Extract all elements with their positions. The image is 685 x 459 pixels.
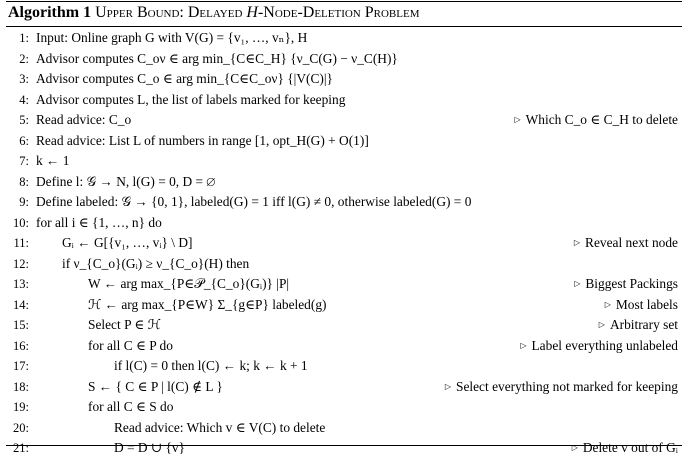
algorithm-box — [6, 0, 682, 455]
algorithm-line — [6, 377, 682, 398]
algorithm-line — [6, 336, 682, 357]
title-var: H — [246, 4, 258, 21]
comment-text: Reveal next node — [585, 235, 678, 250]
algorithm-line — [6, 110, 682, 131]
algorithm-label: Algorithm 1 — [8, 4, 92, 21]
line-number: 8: — [19, 174, 29, 189]
line-number: 9: — [19, 195, 29, 209]
line-number: 13: — [13, 277, 29, 291]
line-number: 2: — [19, 51, 29, 66]
caption-rule — [6, 26, 682, 27]
comment-triangle-icon: ▷ — [573, 238, 581, 247]
line-text: Define labeled: 𝒢 → {0, 1}, labeled(G) = 1 iff l(G) ≠ 0, otherwise labeled(G) = 0 — [36, 194, 472, 209]
line-number: 14: — [13, 297, 29, 312]
line-text: S ← { C ∈ P | l(C) ∉ L } — [88, 378, 223, 394]
comment-text: Which C_o ∈ C_H to delete — [525, 112, 678, 127]
line-comment — [514, 110, 678, 131]
comment-text: Biggest Packings — [585, 276, 678, 291]
algorithm-line — [6, 151, 682, 172]
line-text: if ν_{C_o}(Gᵢ) ≥ ν_{C_o}(H) then — [62, 255, 250, 271]
line-text: Advisor computes L, the list of labels marked for keeping — [36, 91, 346, 107]
comment-triangle-icon: ▷ — [604, 299, 611, 309]
line-text: Read advice: C_o — [36, 112, 132, 127]
line-number: 7: — [19, 154, 29, 168]
algorithm-line — [6, 418, 682, 439]
algorithm-line — [6, 213, 682, 234]
line-number: 4: — [19, 92, 29, 107]
comment-triangle-icon: ▷ — [598, 320, 605, 329]
algorithm-line — [6, 397, 682, 418]
algorithm-line — [6, 254, 682, 275]
line-text: Read advice: Which v ∈ V(C) to delete — [114, 419, 326, 435]
line-comment — [445, 377, 678, 398]
algorithm-lines — [6, 28, 682, 459]
algorithm-line — [6, 28, 682, 49]
line-text: Advisor computes C_oν ∈ arg min_{C∈C_H} {ν_C(G) − ν_C(H)} — [36, 50, 398, 66]
line-comment — [599, 315, 678, 336]
line-text: for all i ∈ {1, …, n} do — [36, 214, 162, 230]
algorithm-line — [6, 192, 682, 213]
line-number: 17: — [13, 359, 29, 373]
line-text: W ← arg max_{P∈𝒫_{C_o}(Gᵢ)} |P| — [88, 276, 290, 291]
comment-text: Most labels — [615, 296, 678, 312]
algorithm-line — [6, 131, 682, 152]
title-start: Upper Bound: Delayed — [95, 4, 247, 21]
line-comment — [520, 336, 678, 357]
line-comment — [605, 295, 678, 316]
algorithm-line — [6, 233, 682, 254]
algorithm-line — [6, 356, 682, 377]
title-end: -Node-Deletion Problem — [257, 4, 420, 21]
line-number: 6: — [19, 133, 29, 148]
algorithm-line — [6, 274, 682, 295]
comment-text: Delete v out of Gᵢ — [582, 440, 678, 455]
comment-triangle-icon: ▷ — [444, 381, 451, 391]
line-number: 21: — [13, 441, 29, 455]
line-number: 16: — [13, 338, 29, 353]
algorithm-line — [6, 172, 682, 193]
comment-text: Select everything not marked for keeping — [456, 378, 678, 394]
comment-text: Label everything unlabeled — [531, 337, 678, 353]
line-comment — [574, 233, 678, 254]
line-text: D = D ∪ {v} — [114, 440, 186, 455]
algorithm-line — [6, 49, 682, 70]
algorithm-line — [6, 438, 682, 459]
line-number: 12: — [13, 256, 29, 271]
line-text: for all C ∈ P do — [88, 337, 173, 353]
line-number: 5: — [19, 113, 29, 127]
comment-triangle-icon: ▷ — [514, 115, 521, 124]
comment-triangle-icon: ▷ — [574, 279, 581, 288]
line-number: 19: — [13, 400, 29, 414]
line-text: ℋ ← arg max_{P∈W} Σ_{g∈P} labeled(g) — [88, 296, 327, 312]
top-rule — [6, 1, 682, 2]
comment-text: Arbitrary set — [609, 317, 678, 332]
line-number: 15: — [13, 318, 29, 332]
bottom-rule — [6, 445, 682, 446]
line-comment — [572, 438, 678, 459]
comment-triangle-icon: ▷ — [520, 340, 527, 350]
algorithm-title — [95, 4, 419, 21]
line-text: for all C ∈ S do — [88, 399, 174, 414]
line-text: Select P ∈ ℋ — [88, 317, 161, 332]
line-number: 1: — [19, 31, 29, 45]
line-comment — [574, 274, 678, 295]
comment-triangle-icon: ▷ — [571, 443, 578, 452]
line-text: Gᵢ ← G[{v₁, …, vᵢ} \ D] — [62, 235, 193, 250]
line-text: Read advice: List L of numbers in range [1, opt_H(G) + O(1)] — [36, 132, 369, 148]
algorithm-caption — [8, 4, 420, 22]
line-number: 3: — [19, 72, 29, 86]
line-text: if l(C) = 0 then l(C) ← k; k ← k + 1 — [114, 358, 308, 373]
algorithm-line — [6, 295, 682, 316]
line-text: Advisor computes C_o ∈ arg min_{C∈C_oν} {|V(C)|} — [36, 71, 333, 86]
algorithm-line — [6, 69, 682, 90]
line-text: k ← 1 — [36, 153, 70, 168]
line-number: 10: — [13, 215, 29, 230]
algorithm-line — [6, 90, 682, 111]
line-number: 18: — [13, 379, 29, 394]
line-text: Define l: 𝒢 → N, l(G) = 0, D = ∅ — [36, 173, 216, 189]
line-text: Input: Online graph G with V(G) = {v₁, …, vₙ}, H — [36, 30, 308, 45]
line-number: 20: — [13, 420, 29, 435]
line-number: 11: — [13, 236, 29, 250]
algorithm-line — [6, 315, 682, 336]
